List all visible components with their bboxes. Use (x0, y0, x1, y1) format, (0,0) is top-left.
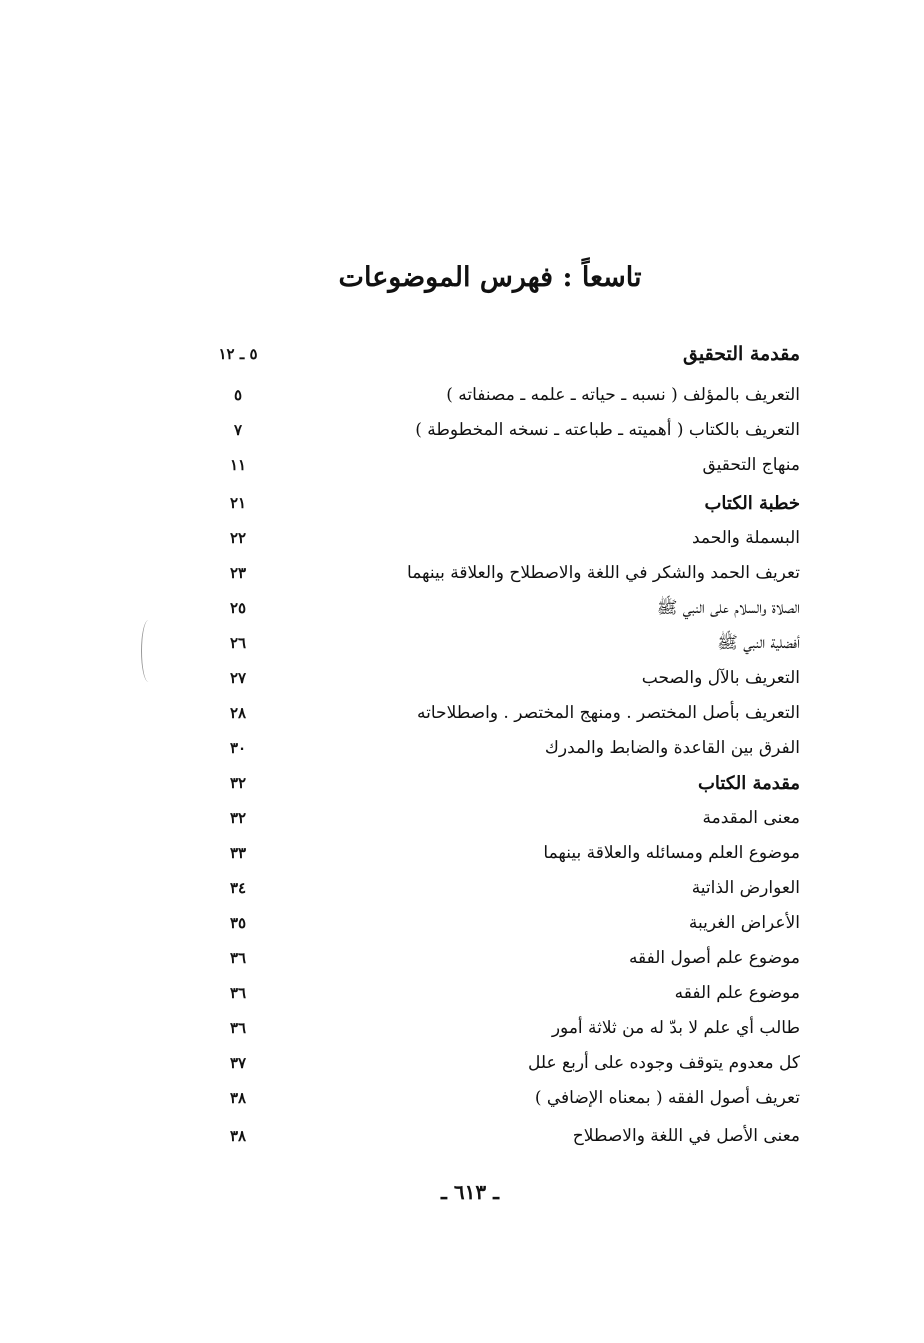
toc-entry-page: ١١ (229, 456, 247, 474)
toc-entry-label: معنى المقدمة (702, 808, 800, 828)
toc-entry-page: ٢٥ (229, 599, 247, 617)
page-number-footer: ـ ٦١٣ ـ (441, 1180, 499, 1204)
toc-entry (180, 486, 820, 521)
table-of-contents (180, 334, 820, 1154)
toc-entry-label: مقدمة الكتاب (697, 773, 800, 794)
toc-entry-page: ٣٢ (229, 809, 247, 827)
toc-entry-label: كل معدوم يتوقف وجوده على أربع علل (528, 1053, 800, 1073)
toc-entry (180, 413, 820, 448)
toc-entry-page: ٣٣ (229, 844, 247, 862)
toc-entry-label: التعريف بالمؤلف ( نسبه ـ حياته ـ علمه ـ مصنفاته ) (446, 385, 800, 405)
toc-entry (180, 871, 820, 906)
toc-entry-page: ٣٤ (229, 879, 247, 897)
toc-entry (180, 556, 820, 591)
toc-entry-label: العوارض الذاتية (691, 878, 800, 898)
toc-entry-label: طالب أي علم لا بدّ له من ثلاثة أمور (551, 1018, 800, 1038)
toc-entry (180, 766, 820, 801)
toc-entry-page: ٣٥ (229, 914, 247, 932)
toc-entry-label: أفضلية النبي ﷺ (717, 633, 800, 653)
toc-entry (180, 906, 820, 941)
toc-entry-page: ٣٦ (229, 984, 247, 1002)
toc-entry-label: الفرق بين القاعدة والضابط والمدرك (544, 738, 800, 758)
toc-entry (180, 378, 820, 413)
toc-entry (180, 661, 820, 696)
toc-entry-label: الأعراض الغريبة (688, 913, 800, 933)
toc-entry-label: موضوع العلم ومسائله والعلاقة بينهما (543, 843, 800, 863)
toc-entry-page: ٢٧ (229, 669, 247, 687)
toc-entry-label: البسملة والحمد (691, 528, 800, 548)
toc-entry-page: ٢٨ (229, 704, 247, 722)
toc-entry-label: التعريف بأصل المختصر . ومنهج المختصر . واصطلاحاته (417, 703, 800, 723)
toc-entry-page: ٣٧ (229, 1054, 247, 1072)
toc-entry (180, 1119, 820, 1154)
toc-entry (180, 521, 820, 556)
toc-entry-label: منهاج التحقيق (702, 455, 800, 475)
toc-entry (180, 801, 820, 836)
toc-entry (180, 1081, 820, 1116)
toc-entry (180, 696, 820, 731)
toc-entry-page: ٣٦ (229, 949, 247, 967)
toc-entry-page: ٢١ (229, 494, 247, 512)
toc-entry-label: تعريف الحمد والشكر في اللغة والاصطلاح والعلاقة بينهما (407, 563, 800, 583)
toc-entry-page: ٢٣ (229, 564, 247, 582)
toc-entry-page: ٧ (233, 421, 243, 439)
toc-entry-label: موضوع علم أصول الفقه (628, 948, 800, 968)
toc-entry-page: ٣٨ (229, 1089, 247, 1107)
toc-entry-label: معنى الأصل في اللغة والاصطلاح (572, 1126, 800, 1146)
toc-entry (180, 836, 820, 871)
margin-mark (141, 620, 156, 682)
toc-entry-page: ٥ ـ ١٢ (218, 345, 258, 363)
toc-entry-page: ٣٠ (229, 739, 247, 757)
toc-entry-page: ٣٢ (229, 774, 247, 792)
toc-entry (180, 731, 820, 766)
toc-entry-label: التعريف بالكتاب ( أهميته ـ طباعته ـ نسخه المخطوطة ) (415, 420, 800, 440)
toc-entry-label: الصلاة والسلام على النبي ﷺ (656, 598, 800, 618)
toc-entry (180, 591, 820, 626)
toc-entry-label: مقدمة التحقيق (683, 343, 800, 365)
toc-entry-page: ٣٦ (229, 1019, 247, 1037)
toc-entry-page: ٣٨ (229, 1127, 247, 1145)
toc-entry (180, 626, 820, 661)
toc-entry (180, 1011, 820, 1046)
toc-entry-label: موضوع علم الفقه (674, 983, 800, 1003)
toc-entry-page: ٢٢ (229, 529, 247, 547)
toc-entry-label: التعريف بالآل والصحب (641, 668, 800, 688)
toc-entry-page: ٥ (233, 386, 243, 404)
toc-entry (180, 976, 820, 1011)
page-title: تاسعاً : فهرس الموضوعات (338, 262, 642, 293)
toc-entry-label: خطبة الكتاب (704, 493, 800, 514)
toc-entry (180, 334, 820, 378)
toc-entry (180, 1046, 820, 1081)
toc-entry (180, 448, 820, 483)
toc-entry-page: ٢٦ (229, 634, 247, 652)
toc-entry (180, 941, 820, 976)
toc-entry-label: تعريف أصول الفقه ( بمعناه الإضافي ) (534, 1088, 800, 1108)
